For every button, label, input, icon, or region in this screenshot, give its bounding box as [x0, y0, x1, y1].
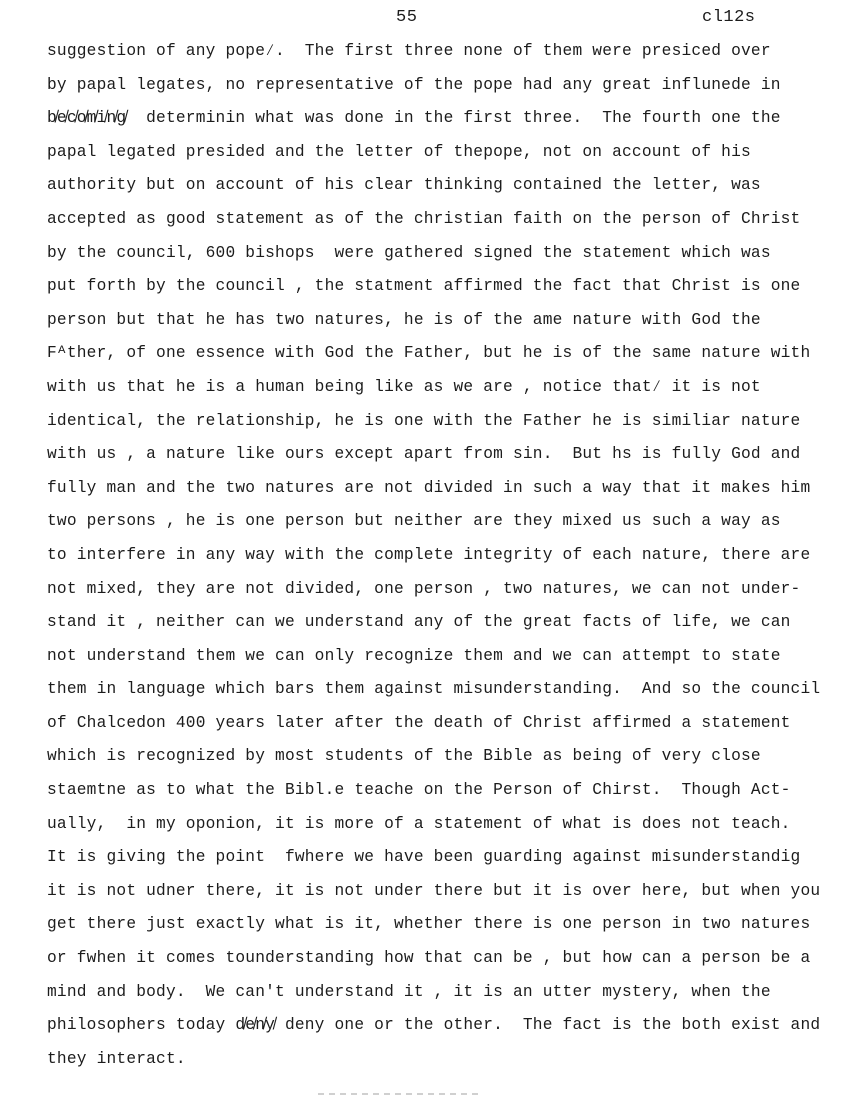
text-line-29: mind and body. We can't understand it , it is an utter mystery, when the [47, 982, 771, 1001]
text-line-17: not mixed, they are not divided, one person , two natures, we can not under- [47, 579, 801, 598]
text-line-25: It is giving the point fwhere we have been guarding against misunderstandig [47, 848, 801, 867]
text-line-14: fully man and the two natures are not divided in such a way that it makes him [47, 478, 811, 497]
text-line-6: accepted as good statement as of the christian faith on the person of Christ [47, 209, 801, 228]
text-line-4: papal legated presided and the letter of thepope, not on account of his [47, 142, 751, 161]
text-line-23: staemtne as to what the Bibl.e teache on the Person of Chirst. Though Act- [47, 781, 791, 800]
scan-artifact-mark [318, 1093, 478, 1095]
text-line-16: to interfere in any way with the complete integrity of each nature, there are [47, 545, 811, 564]
text-line-10: Fᴬther, of one essence with God the Father, but he is of the same nature with [47, 344, 811, 363]
typed-body-text [47, 40, 847, 1081]
document-code: cl12s [702, 8, 756, 27]
text-line-7: by the council, 600 bishops were gathered signed the statement which was [47, 243, 771, 262]
text-line-19: not understand them we can only recognize them and we can attempt to state [47, 646, 781, 665]
text-line-18: stand it , neither can we understand any of the great facts of life, we can [47, 613, 791, 632]
text-line-2: by papal legates, no representative of the pope had any great influnede in [47, 75, 781, 94]
text-line-11: with us that he is a human being like as we are , notice that∕ it is not [47, 377, 761, 396]
text-line-3: b̸e̸c̸o̸m̸i̸n̸g̸ determinin what was done in the first three. The fourth one the [47, 109, 781, 128]
text-line-9: person but that he has two natures, he is of the ame nature with God the [47, 310, 761, 329]
text-line-20: them in language which bars them against misunderstanding. And so the council [47, 680, 821, 699]
text-line-21: of Chalcedon 400 years later after the death of Christ affirmed a statement [47, 713, 791, 732]
text-line-22: which is recognized by most students of the Bible as being of very close [47, 747, 761, 766]
text-line-1: suggestion of any pope∕. The first three none of them were presiced over [47, 42, 771, 60]
text-line-8: put forth by the council , the statment affirmed the fact that Christ is one [47, 277, 801, 296]
page-number: 55 [396, 8, 418, 27]
text-line-12: identical, the relationship, he is one with the Father he is similiar nature [47, 411, 801, 430]
text-line-5: authority but on account of his clear thinking contained the letter, was [47, 176, 761, 195]
text-line-31: they interact. [47, 1049, 186, 1068]
text-line-24: ually, in my oponion, it is more of a statement of what is does not teach. [47, 814, 791, 833]
text-line-15: two persons , he is one person but neither are they mixed us such a way as [47, 512, 781, 531]
text-line-27: get there just exactly what is it, whether there is one person in two natures [47, 915, 811, 934]
text-line-26: it is not udner there, it is not under there but it is over here, but when you [47, 881, 821, 900]
text-line-28: or fwhen it comes tounderstanding how that can be , but how can a person be a [47, 949, 811, 968]
text-line-30: philosophers today d̸e̸n̸y̸ deny one or the other. The fact is the both exist and [47, 1016, 821, 1035]
text-line-13: with us , a nature like ours except apart from sin. But hs is fully God and [47, 445, 801, 464]
